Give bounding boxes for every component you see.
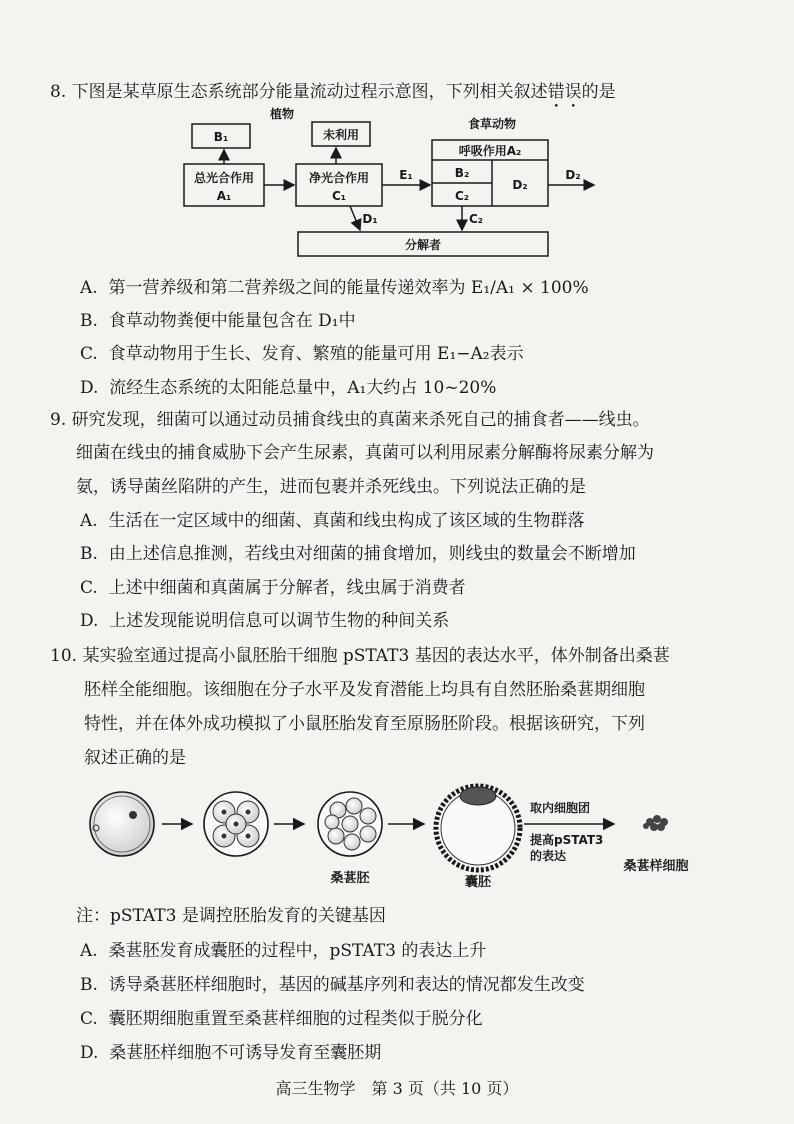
q9-stem-line3: 氨，诱导菌丝陷阱的产生，进而包裹并杀死线虫。下列说法正确的是 [76,477,586,497]
b2-text: B₂ [454,166,470,180]
energy-flow-diagram [170,102,630,262]
q10-stem-line2: 胚样全能细胞。该细胞在分子水平及发育潜能上均具有自然胚胎桑葚期细胞 [84,680,645,700]
q8-option-a: A. 第一营养级和第二营养级之间的能量传递效率为 E₁/A₁ × 100% [80,278,589,298]
q9-option-a: A. 生活在一定区域中的细菌、真菌和线虫构成了该区域的生物群落 [80,511,585,531]
q9-option-d: D. 上述发现能说明信息可以调节生物的种间关系 [80,611,450,631]
q10-note: 注：pSTAT3 是调控胚胎发育的关键基因 [76,906,386,926]
q9-option-b: B. 由上述信息推测，若线虫对细菌的捕食增加，则线虫的数量会不断增加 [80,544,636,564]
gross-a1-text: A₁ [216,189,232,203]
q10-stem-line4: 叙述正确的是 [84,748,186,768]
q10-option-c: C. 囊胚期细胞重置至桑葚样细胞的过程类似于脱分化 [80,1009,483,1029]
q8-stem-emphasis: 错误 [547,82,582,102]
q8-option-b: B. 食草动物粪便中能量包含在 D₁中 [80,311,356,331]
raise-pstat3-label-1: 提高pSTAT3 [530,833,604,847]
q10-number: 10. [50,646,78,666]
decomposer-text: 分解者 [404,238,442,252]
take-icm-label: 取内细胞团 [530,801,591,815]
four-cell-embryo-icon [204,792,268,856]
net-photosynthesis-text: 净光合作用 [308,171,370,185]
c2-arrow-label: C₂ [468,212,484,226]
q10-option-b: B. 诱导桑葚胚样细胞时，基因的碱基序列和表达的情况都发生改变 [80,975,585,995]
herbivore-label: 食草动物 [467,117,517,131]
q8-stem-post: 的是 [581,82,616,102]
q8-number: 8. [50,82,67,102]
q8-stem-pre: 下图是某草原生态系统部分能量流动过程示意图，下列相关叙述 [71,82,548,102]
b1-text: B₁ [213,130,229,144]
q9-option-c: C. 上述中细菌和真菌属于分解者，线虫属于消费者 [80,578,466,598]
d2-arrow-label: D₂ [565,168,581,182]
q10-option-a: A. 桑葚胚发育成囊胚的过程中，pSTAT3 的表达上升 [80,941,487,961]
raise-pstat3-label-2: 的表达 [530,849,567,863]
c2-box-text: C₂ [454,189,470,203]
page-footer: 高三生物学 第 3 页（共 10 页） [275,1079,519,1098]
morula-label: 桑葚胚 [330,871,370,886]
d1-label: D₁ [362,212,378,226]
q8-option-c: C. 食草动物用于生长、发育、繁殖的能量可用 E₁−A₂表示 [80,344,524,364]
morula-like-cells-label: 桑葚样细胞 [623,859,689,874]
q8-option-d: D. 流经生态系统的太阳能总量中，A₁大约占 10~20% [80,378,497,398]
plant-label: 植物 [269,107,295,121]
e1-label: E₁ [399,168,413,182]
q9-stem-line2: 细菌在线虫的捕食威胁下会产生尿素，真菌可以利用尿素分解酶将尿素分解为 [76,443,654,463]
blastocyst-label: 囊胚 [464,875,492,890]
net-c1-text: C₁ [331,189,347,203]
gross-photosynthesis-text: 总光合作用 [193,171,255,185]
blastocyst-icon [436,786,520,870]
morula-like-cells-icon [643,815,668,831]
q9-number: 9. [50,410,67,430]
q10-option-d: D. 桑葚胚样细胞不可诱导发育至囊胚期 [80,1043,382,1063]
unused-text: 未利用 [322,128,360,142]
q10-stem-line1: 10. 某实验室通过提高小鼠胚胎干细胞 pSTAT3 基因的表达水平，体外制备出桑葚 [50,646,670,666]
respiration-text: 呼吸作用A₂ [458,144,522,158]
q10-stem-line3: 特性，并在体外成功模拟了小鼠胚胎发育至原肠胚阶段。根据该研究，下列 [84,714,645,734]
morula-icon [318,792,382,856]
d2-box-text: D₂ [512,178,528,192]
q9-stem-line1: 9. 研究发现，细菌可以通过动员捕食线虫的真菌来杀死自己的捕食者——线虫。 [50,410,650,430]
zygote-icon [90,792,154,856]
embryo-development-figure [84,782,724,892]
